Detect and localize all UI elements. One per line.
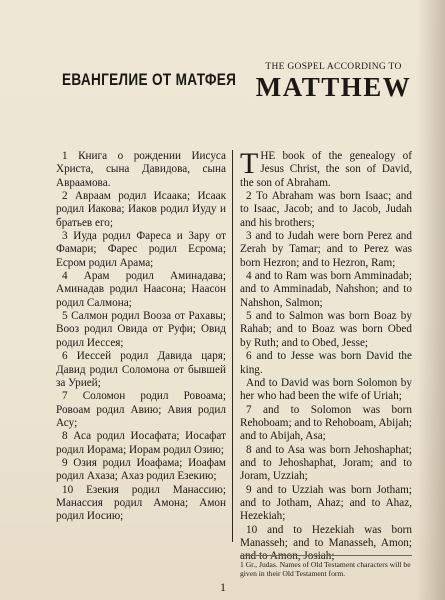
- verse-paragraph: 2 Авраам родил Исаака; Исаак родил Иакова; Иаков родил Иуду и братьев его;: [56, 190, 226, 229]
- page-edge-shadow: [417, 0, 445, 600]
- verse-paragraph: 4 Арам родил Аминадава; Аминадав родил Наасона; Наасон родил Салмона;: [56, 270, 226, 309]
- verse-paragraph: 8 and to Asa was born Jehoshaphat; and to Jehoshaphat, Joram; and to Joram, Uzziah;: [240, 443, 412, 483]
- footnote: 1 Gr., Judas. Names of Old Testament characters will be given in their Old Testament form.: [240, 555, 412, 578]
- verse-paragraph: 10 Езекия родил Манассию; Манассия родил Амона; Амон родил Иосию;: [56, 483, 226, 523]
- verse-paragraph: 9 and to Uzziah was born Jotham; and to Jotham, Ahaz; and to Ahaz, Hezekiah;: [240, 483, 412, 523]
- page-number: 1: [220, 580, 226, 594]
- drop-cap: T: [240, 147, 259, 180]
- english-book-title: MATTHEW: [255, 72, 412, 102]
- verse-paragraph: And to David was born Solomon by her who had been the wife of Uriah;: [240, 376, 412, 403]
- verse-paragraph-first: [240, 147, 412, 190]
- verse-paragraph: 6 and to Jesse was born David the king.: [240, 350, 412, 376]
- verse-paragraph: 3 Иуда родил Фареса и Зару от Фамари; Фарес родил Есрома; Есром родил Арама;: [56, 230, 226, 269]
- verse-paragraph: 5 and to Salmon was born Boaz by Rahab; and to Boaz was born Obed by Ruth; and to Obed, Jesse;: [240, 310, 412, 349]
- verse-paragraph: 6 Иессей родил Давида царя; Давид родил Соломона от бывшей за Урией;: [56, 350, 226, 389]
- verse-paragraph: 4 and to Ram was born Amminadab; and to Amminadab, Nahshon; and to Nahshon, Salmon;: [240, 270, 412, 309]
- verse-paragraph: 9 Озия родил Иоафама; Иоафам родил Ахаза; Ахаз родил Езекию;: [56, 456, 226, 483]
- verse-paragraph: 7 and to Solomon was born Rehoboam; and to Rehoboam, Abijah; and to Abijah, Asa;: [240, 403, 412, 443]
- verse-paragraph: 2 To Abraham was born Isaac; and to Isaac, Jacob; and to Jacob, Judah and his brothers;: [240, 190, 412, 229]
- russian-book-title: ЕВАНГЕЛИЕ ОТ МАТФЕЯ: [62, 70, 237, 89]
- verse-paragraph: 7 Соломон родил Ровоама; Ровоам родил Авию; Авия родил Асу;: [56, 390, 226, 429]
- english-title-kicker: THE GOSPEL ACCORDING TO: [265, 62, 402, 72]
- verse-paragraph: 5 Салмон родил Вооза от Рахавы; Вооз родил Овида от Руфи; Овид родил Иессея;: [56, 310, 226, 349]
- english-text-column: [240, 147, 412, 564]
- verse-paragraph: 8 Аса родил Иосафата; Иосафат родил Иорама; Иорам родил Озию;: [56, 430, 226, 456]
- column-divider: [232, 150, 233, 542]
- verse-paragraph: 3 and to Judah were born Perez and Zerah by Tamar; and to Perez was born Hezron; and to Hezron, Ram;: [240, 230, 412, 269]
- first-verse-text: HE book of the genealogy of Jesus Christ, the son of David, the son of Abraham.: [240, 150, 412, 189]
- verse-paragraph: 10 and to Hezekiah was born Manasseh; and to Manasseh, Amon; and to Amon, Josiah;: [240, 523, 412, 563]
- verse-paragraph: 1 Книга о рождении Иисуса Христа, сына Давидова, сына Авраамова.: [56, 150, 226, 189]
- russian-text-column: [56, 150, 226, 524]
